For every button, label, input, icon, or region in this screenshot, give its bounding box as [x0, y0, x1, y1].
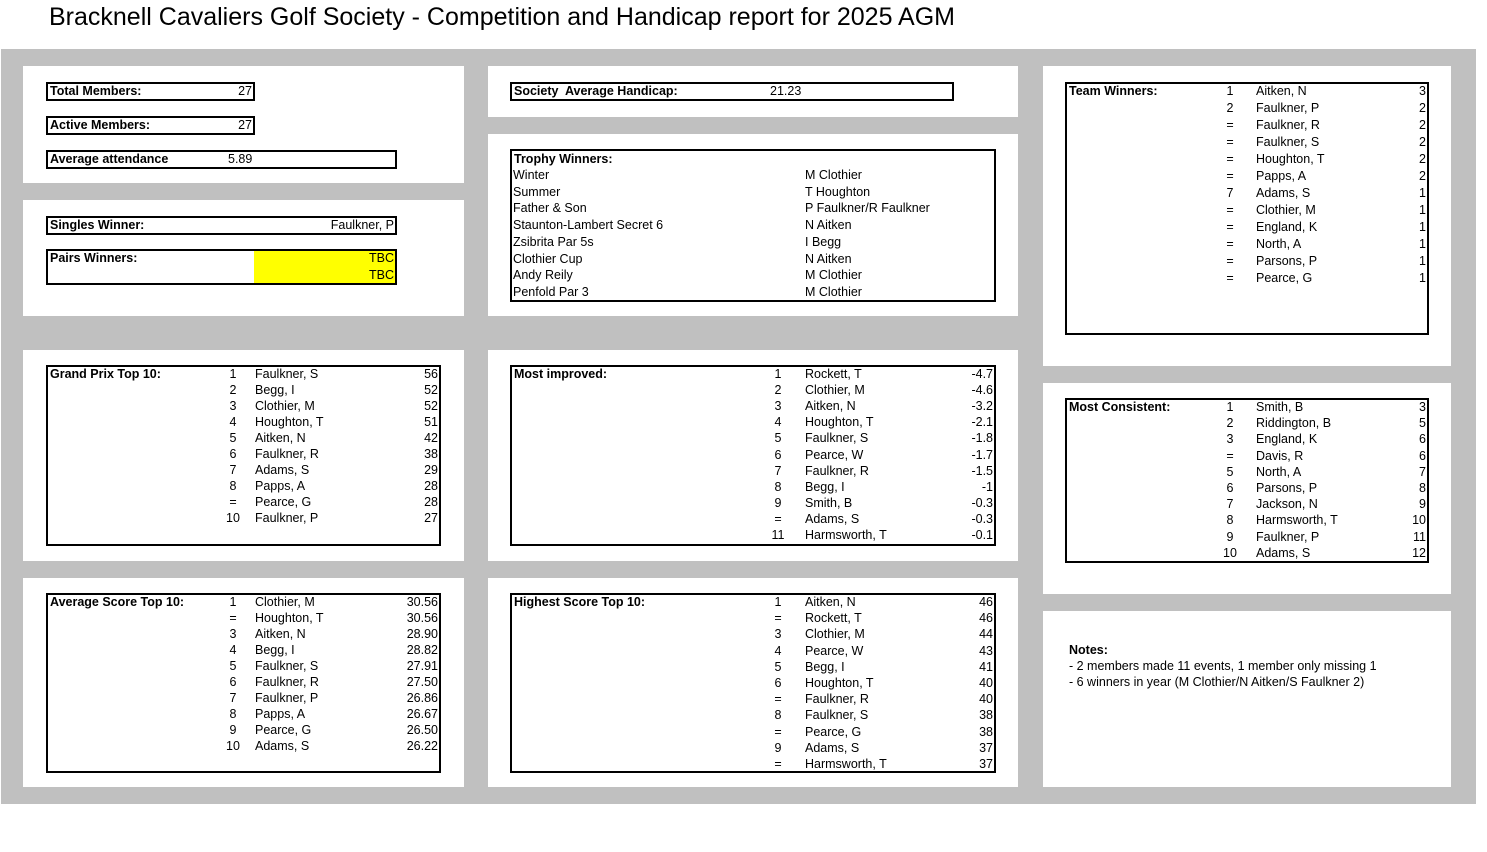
avg-attendance-value: 5.89: [228, 152, 253, 166]
player-name: Faulkner, R: [805, 463, 869, 478]
score-value: 9: [1419, 497, 1426, 512]
rank-cell: 5: [229, 431, 237, 445]
player-name: Faulkner, S: [255, 367, 319, 381]
trophy-label: Trophy Winners:: [514, 152, 613, 166]
handicap-label: Society Average Handicap:: [514, 84, 678, 98]
score-value: 27.91: [406, 659, 438, 673]
rank-cell: 4: [774, 415, 782, 430]
player-name: Clothier, M: [1256, 203, 1316, 217]
trophy-winner: N Aitken: [805, 251, 852, 266]
score-value: 38: [979, 724, 993, 739]
player-name: Pearce, G: [805, 724, 862, 739]
rank-cell: =: [774, 511, 782, 526]
player-name: Adams, S: [1256, 186, 1311, 200]
rank-cell: 5: [774, 431, 782, 446]
score-value: 52: [424, 399, 438, 413]
player-name: Begg, I: [805, 659, 845, 674]
trophy-winner: M Clothier: [805, 168, 862, 182]
score-value: -2.1: [971, 415, 993, 430]
player-name: Houghton, T: [255, 611, 324, 625]
rank-cell: =: [774, 611, 782, 626]
score-value: 1: [1419, 186, 1426, 200]
rank-cell: 3: [229, 627, 237, 641]
player-name: Faulkner, R: [255, 675, 319, 689]
score-value: 2: [1419, 101, 1426, 115]
score-value: 28.82: [406, 643, 438, 657]
rank-cell: 2: [1226, 101, 1234, 115]
note-line: - 6 winners in year (M Clothier/N Aitken/S Faulkner 2): [1069, 675, 1365, 689]
player-name: Houghton, T: [805, 676, 874, 690]
score-value: 1: [1419, 271, 1426, 285]
player-name: Faulkner, S: [1256, 135, 1320, 149]
score-value: 56: [424, 367, 438, 381]
rank-cell: 6: [229, 447, 237, 461]
rank-cell: 2: [229, 383, 237, 397]
rank-cell: =: [1226, 448, 1234, 463]
rank-cell: 3: [774, 399, 782, 414]
player-name: Faulkner, R: [1256, 118, 1320, 132]
player-name: Faulkner, S: [255, 659, 319, 673]
player-name: Papps, A: [1256, 169, 1307, 183]
score-value: 30.56: [406, 595, 438, 609]
notes-panel: [1043, 611, 1451, 787]
rank-cell: 1: [1226, 400, 1234, 414]
player-name: Faulkner, P: [255, 511, 319, 525]
score-value: -4.6: [971, 383, 993, 398]
score-value: -3.2: [971, 399, 993, 414]
trophy-name: Zsibrita Par 5s: [513, 234, 594, 249]
handicap-value: 21.23: [770, 84, 802, 98]
player-name: Aitken, N: [255, 431, 306, 445]
rank-cell: 8: [229, 479, 237, 493]
total-members-label: Total Members:: [50, 84, 142, 98]
player-name: Pearce, G: [1256, 271, 1313, 285]
rank-cell: 4: [229, 643, 237, 657]
rank-cell: 6: [774, 676, 782, 690]
trophy-winner: I Begg: [805, 234, 842, 249]
trophy-winner: M Clothier: [805, 268, 862, 283]
score-value: 30.56: [406, 611, 438, 625]
rank-cell: =: [1226, 203, 1234, 217]
score-value: 26.22: [406, 739, 438, 753]
rank-cell: =: [1226, 152, 1234, 166]
rank-cell: 9: [774, 740, 782, 755]
player-name: Begg, I: [255, 643, 295, 657]
score-value: 37: [979, 740, 993, 755]
avg-attendance-label: Average attendance: [50, 152, 169, 166]
score-value: 42: [424, 431, 438, 445]
rank-cell: 9: [774, 495, 782, 510]
rank-cell: =: [1226, 169, 1234, 183]
active-members-value: 27: [238, 118, 252, 132]
notes-label: Notes:: [1069, 643, 1108, 657]
active-members-label: Active Members:: [50, 118, 151, 132]
rank-cell: =: [1226, 271, 1234, 285]
rank-cell: 11: [771, 528, 785, 542]
trophy-name: Father & Son: [513, 201, 587, 216]
trophy-winner: P Faulkner/R Faulkner: [805, 201, 930, 216]
rank-cell: =: [229, 495, 237, 509]
score-value: 52: [424, 383, 438, 397]
rank-cell: 10: [226, 739, 240, 753]
score-value: 28: [424, 495, 438, 509]
score-value: 11: [1413, 529, 1426, 544]
rank-cell: 8: [1226, 513, 1234, 528]
player-name: Harmsworth, T: [1256, 513, 1338, 528]
trophy-name: Andy Reily: [513, 268, 573, 283]
score-value: 27: [424, 511, 438, 525]
player-name: Clothier, M: [255, 595, 315, 609]
score-value: 10: [1412, 513, 1426, 528]
rank-cell: 9: [229, 723, 237, 737]
rank-cell: 1: [774, 595, 782, 609]
pairs-winner-value-2: TBC: [369, 268, 394, 282]
singles-winner-value: Faulkner, P: [330, 218, 394, 232]
rank-cell: =: [774, 757, 782, 771]
player-name: Parsons, P: [1256, 254, 1318, 268]
rank-cell: =: [1226, 254, 1234, 268]
singles-winner-label: Singles Winner:: [50, 218, 145, 232]
rank-cell: =: [1226, 237, 1234, 251]
rank-cell: 6: [229, 675, 237, 689]
score-value: 1: [1419, 254, 1426, 268]
trophy-name: Summer: [513, 184, 561, 199]
rank-cell: 9: [1226, 529, 1234, 544]
score-value: 41: [979, 659, 993, 674]
player-name: Pearce, W: [805, 643, 864, 658]
rank-cell: 2: [774, 383, 782, 398]
player-name: Faulkner, P: [255, 691, 319, 705]
grand-prix-label: Grand Prix Top 10:: [50, 367, 161, 381]
note-line: - 2 members made 11 events, 1 member only missing 1: [1069, 659, 1377, 673]
player-name: Davis, R: [1256, 448, 1304, 463]
rank-cell: 5: [774, 659, 782, 674]
most-improved-label: Most improved:: [514, 367, 608, 381]
player-name: Harmsworth, T: [805, 528, 887, 542]
rank-cell: 4: [774, 643, 782, 658]
player-name: Faulkner, R: [805, 692, 869, 707]
team-label: Team Winners:: [1069, 84, 1158, 98]
player-name: Pearce, G: [255, 495, 312, 509]
rank-cell: 7: [1226, 186, 1234, 200]
player-name: Adams, S: [1256, 545, 1311, 560]
rank-cell: =: [1226, 135, 1234, 149]
highest-score-label: Highest Score Top 10:: [514, 595, 646, 609]
rank-cell: 7: [1226, 497, 1234, 512]
score-value: 38: [979, 708, 993, 723]
rank-cell: 10: [1223, 545, 1237, 560]
player-name: Clothier, M: [805, 383, 865, 398]
highest-score-box: [510, 593, 996, 773]
player-name: North, A: [1256, 237, 1302, 251]
score-value: 12: [1412, 545, 1426, 560]
score-value: -1.5: [971, 463, 993, 478]
score-value: 5: [1419, 416, 1426, 431]
player-name: Faulkner, R: [255, 447, 319, 461]
player-name: Aitken, N: [1256, 84, 1307, 98]
rank-cell: 3: [774, 627, 782, 642]
most-consistent-label: Most Consistent:: [1069, 400, 1171, 414]
player-name: Smith, B: [805, 495, 853, 510]
player-name: Jackson, N: [1256, 497, 1318, 512]
score-value: 40: [979, 676, 993, 690]
rank-cell: 1: [774, 367, 782, 381]
average-score-label: Average Score Top 10:: [50, 595, 185, 609]
player-name: Clothier, M: [805, 627, 865, 642]
score-value: -4.7: [971, 367, 993, 381]
player-name: Begg, I: [255, 383, 295, 397]
pairs-winner-value-1: TBC: [369, 251, 394, 265]
player-name: Begg, I: [805, 479, 845, 494]
score-value: 3: [1419, 84, 1426, 98]
score-value: 1: [1419, 220, 1426, 234]
score-value: 6: [1419, 432, 1426, 447]
score-value: 28: [424, 479, 438, 493]
rank-cell: 3: [229, 399, 237, 413]
player-name: Riddington, B: [1256, 416, 1332, 431]
score-value: 6: [1419, 448, 1426, 463]
score-value: 3: [1419, 400, 1426, 414]
trophy-name: Staunton-Lambert Secret 6: [513, 218, 664, 233]
player-name: Adams, S: [805, 511, 860, 526]
player-name: Aitken, N: [255, 627, 306, 641]
rank-cell: =: [1226, 220, 1234, 234]
score-value: -0.3: [971, 495, 993, 510]
player-name: England, K: [1256, 432, 1318, 447]
rank-cell: 8: [774, 479, 782, 494]
rank-cell: 1: [229, 595, 237, 609]
player-name: Adams, S: [255, 463, 310, 477]
total-members-value: 27: [238, 84, 252, 98]
player-name: North, A: [1256, 464, 1302, 479]
player-name: Pearce, W: [805, 447, 864, 462]
rank-cell: 7: [229, 463, 237, 477]
player-name: Clothier, M: [255, 399, 315, 413]
rank-cell: =: [774, 692, 782, 707]
score-value: 26.67: [406, 707, 438, 721]
player-name: Faulkner, S: [805, 708, 869, 723]
player-name: Aitken, N: [805, 399, 856, 414]
player-name: Faulkner, S: [805, 431, 869, 446]
player-name: Papps, A: [255, 707, 306, 721]
trophy-name: Clothier Cup: [513, 251, 583, 266]
rank-cell: =: [1226, 118, 1234, 132]
score-value: 51: [424, 415, 438, 429]
score-value: -1: [981, 479, 993, 494]
rank-cell: 4: [229, 415, 237, 429]
player-name: Smith, B: [1256, 400, 1304, 414]
trophy-name: Penfold Par 3: [513, 284, 589, 299]
rank-cell: 7: [229, 691, 237, 705]
player-name: Faulkner, P: [1256, 529, 1320, 544]
trophy-name: Winter: [513, 168, 550, 182]
score-value: 28.90: [406, 627, 438, 641]
player-name: Adams, S: [255, 739, 310, 753]
trophy-winner: N Aitken: [805, 218, 852, 233]
rank-cell: 1: [1226, 84, 1234, 98]
score-value: 26.86: [406, 691, 438, 705]
score-value: 1: [1419, 237, 1426, 251]
score-value: 46: [979, 611, 993, 626]
score-value: 2: [1419, 152, 1426, 166]
rank-cell: =: [774, 724, 782, 739]
rank-cell: 6: [1226, 481, 1234, 495]
player-name: Faulkner, P: [1256, 101, 1320, 115]
score-value: 46: [979, 595, 993, 609]
pairs-winners-label: Pairs Winners:: [50, 251, 138, 265]
score-value: -1.7: [971, 447, 993, 462]
rank-cell: 8: [774, 708, 782, 723]
score-value: 2: [1419, 169, 1426, 183]
score-value: 43: [979, 643, 993, 658]
player-name: Pearce, G: [255, 723, 312, 737]
score-value: 38: [424, 447, 438, 461]
score-value: 40: [979, 692, 993, 707]
trophy-winner: M Clothier: [805, 284, 862, 299]
rank-cell: 10: [226, 511, 240, 525]
score-value: 44: [979, 627, 993, 642]
rank-cell: 5: [1226, 464, 1234, 479]
player-name: Houghton, T: [805, 415, 874, 430]
player-name: Harmsworth, T: [805, 757, 887, 771]
score-value: -1.8: [971, 431, 993, 446]
score-value: 1: [1419, 203, 1426, 217]
rank-cell: 8: [229, 707, 237, 721]
trophy-winner: T Houghton: [805, 184, 871, 199]
rank-cell: 5: [229, 659, 237, 673]
score-value: -0.3: [971, 511, 993, 526]
player-name: England, K: [1256, 220, 1318, 234]
player-name: Houghton, T: [255, 415, 324, 429]
rank-cell: 7: [774, 463, 782, 478]
rank-cell: 1: [229, 367, 237, 381]
score-value: 2: [1419, 118, 1426, 132]
player-name: Papps, A: [255, 479, 306, 493]
rank-cell: =: [229, 611, 237, 625]
score-value: 37: [979, 757, 993, 771]
score-value: 26.50: [406, 723, 438, 737]
rank-cell: 2: [1226, 416, 1234, 431]
player-name: Parsons, P: [1256, 481, 1318, 495]
score-value: 29: [424, 463, 438, 477]
score-value: 7: [1419, 464, 1426, 479]
page-title: Bracknell Cavaliers Golf Society - Competition and Handicap report for 2025 AGM: [49, 3, 955, 31]
score-value: 8: [1419, 481, 1426, 495]
most-improved-box: [510, 365, 996, 546]
player-name: Adams, S: [805, 740, 860, 755]
player-name: Rockett, T: [805, 611, 862, 626]
player-name: Rockett, T: [805, 367, 862, 381]
rank-cell: 3: [1226, 432, 1234, 447]
score-value: 2: [1419, 135, 1426, 149]
rank-cell: 6: [774, 447, 782, 462]
player-name: Houghton, T: [1256, 152, 1325, 166]
score-value: -0.1: [971, 528, 993, 542]
player-name: Aitken, N: [805, 595, 856, 609]
score-value: 27.50: [406, 675, 438, 689]
